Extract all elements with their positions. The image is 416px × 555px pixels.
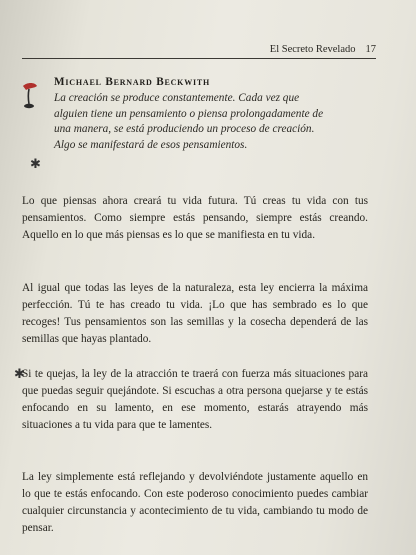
- margin-star-mark: ✱: [30, 157, 41, 172]
- quote-block: [54, 76, 334, 153]
- page-number: 17: [365, 44, 376, 55]
- quill-icon: [19, 80, 41, 110]
- running-header: [22, 44, 376, 55]
- header-rule: [22, 58, 376, 59]
- quote-text: La creación se produce constantemente. Cada vez que alguien tiene un pensamiento o piensa prolongadamente de una manera, se está produciendo un proceso de creación. Algo se manifestará de esos pensamientos.: [54, 92, 324, 151]
- header-title: El Secreto Revelado: [269, 44, 356, 55]
- paragraph: La ley simplemente está reflejando y devolviéndote justamente aquello en lo que te estás enfocando. Con este poderoso conocimiento puedes cambiar cualquier circunstancia y acontecimiento de tu vida, cambiando tu modo de pensar.: [22, 471, 368, 534]
- margin-star-mark: ✱: [14, 367, 25, 382]
- paragraph: Lo que piensas ahora creará tu vida futura. Tú creas tu vida con tus pensamientos. Como siempre estás pensando, siempre estás creando. Aquello en lo que más piensas es lo que se manifiesta en tu vida.: [22, 195, 368, 241]
- quote-author: Michael Bernard Beckwith: [54, 76, 211, 88]
- paragraph: Al igual que todas las leyes de la naturaleza, esta ley encierra la máxima perfección. Tú te has creado tu vida. ¡Lo que has sembrado es lo que recoges! Tus pensamientos son las semillas y la cosecha dependerá de las semillas que hayas plantado.: [22, 282, 368, 345]
- paragraph: Si te quejas, la ley de la atracción te traerá con fuerza más situaciones para que puedas seguir quejándote. Si escuchas a otra persona quejarse y te estás enfocando en su lamento, en ese momento, estarás atrayendo más situaciones a tu vida para que te lamentes.: [22, 368, 368, 431]
